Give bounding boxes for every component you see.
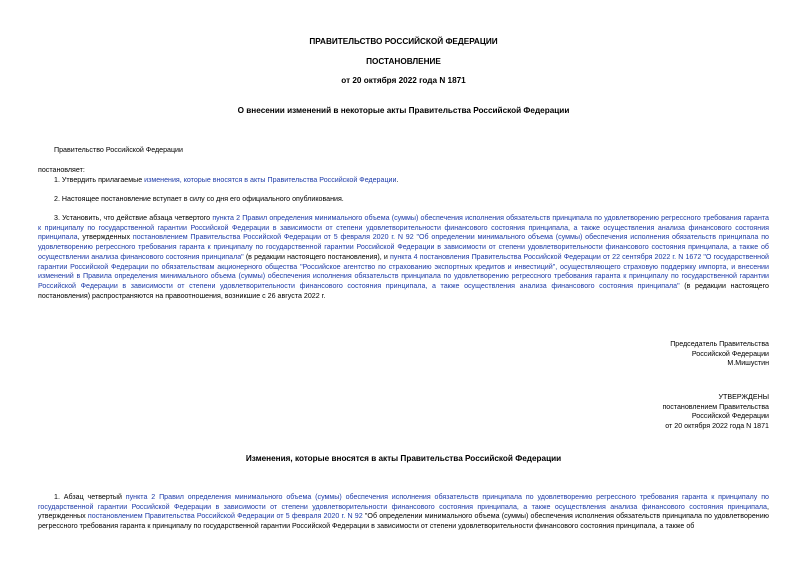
item-1: [38, 176, 769, 186]
annex-paragraph-1: [38, 493, 769, 532]
item-1-suffix: .: [396, 176, 399, 184]
approved-country: Российской Федерации: [691, 412, 769, 421]
header-doc-type: ПОСТАНОВЛЕНИЕ: [366, 57, 441, 66]
annex-p1-text-b: , утвержденных: [38, 502, 769, 521]
annex-rules-point-2-link[interactable]: пункта 2 Правил определения минимального объема (суммы) обеспечения исполнения обязательств принципала по удовлетворению регрессного требования гаранта к принципалу по государственной гарантии Российской Федерации в зависимости от степени удовлетворительности финансового состояния принципала, а также осуществления анализа финансового состояния принципала: [38, 493, 769, 511]
header-org: ПРАВИТЕЛЬСТВО РОССИЙСКОЙ ФЕДЕРАЦИИ: [309, 37, 498, 46]
annex-title: Изменения, которые вносятся в акты Правительства Российской Федерации: [245, 454, 562, 463]
item-3-text-d: (в редакции настоящего постановления) распространяются на правоотношения, возникшие с 26 августа 2022 г.: [38, 281, 769, 300]
annex-p1-text-a: 1. Абзац четвертый: [54, 493, 126, 501]
item-2: 2. Настоящее постановление вступает в силу со дня его официального опубликования.: [54, 195, 344, 203]
item-1-prefix: 1. Утвердить прилагаемые: [54, 176, 145, 184]
header-date-number: от 20 октября 2022 года N 1871: [341, 76, 466, 85]
approved-label: УТВЕРЖДЕНЫ: [718, 393, 769, 401]
approved-block: [662, 393, 769, 432]
signature-block: [670, 340, 769, 369]
item-3: [38, 214, 769, 301]
decides-text: постановляет:: [38, 166, 85, 174]
changes-link[interactable]: изменения, которые вносятся в акты Правительства Российской Федерации: [144, 176, 397, 184]
annex-p1-text-c: "Об определении минимального объема (суммы) обеспечения исполнения обязательств принципала по удовлетворению регрессного требования гаранта к принципалу по государственной гарантии Российской Федерации в зависимости от степени удовлетворительности финансового состояния принципала, а также об: [38, 512, 770, 531]
signature-country: Российской Федерации: [691, 349, 769, 358]
signature-position: Председатель Правительства: [670, 340, 769, 348]
signature-name: М.Мишустин: [727, 359, 769, 368]
rules-point-2-link[interactable]: пункта 2 Правил определения минимального объема (суммы) обеспечения исполнения обязательств принципала по удовлетворению регрессного требования гаранта к принципалу по государственной гарантии Российской Федерации в зависимости от степени удовлетворительности финансового состояния принципала, а также осуществления анализа финансового состояния принципала: [38, 214, 769, 242]
annex-resolution-92-link[interactable]: постановлением Правительства Российской Федерации от 5 февраля 2020 г. N 92: [87, 512, 363, 521]
document-title: О внесении изменений в некоторые акты Правительства Российской Федерации: [237, 106, 570, 115]
item-3-text-c: (в редакции настоящего постановления), и: [243, 252, 390, 261]
resolution-92-link[interactable]: постановлением Правительства Российской Федерации от 5 февраля 2020 г. N 92 "Об определении минимального объема (суммы) обеспечения исполнения обязательств принципала по удовлетворению регрессного требования гаранта к принципалу по государственной гарантии Российской Федерации в зависимости от степени удовлетворительности финансового состояния принципала, а также об осуществлении анализа финансового состояния принципала": [38, 233, 769, 261]
approved-date: от 20 октября 2022 года N 1871: [665, 422, 769, 431]
intro-text: Правительство Российской Федерации: [54, 146, 183, 154]
resolution-1672-link[interactable]: пункта 4 постановления Правительства Российской Федерации от 22 сентября 2022 г. N 1672 "О государственной гарантии Российской Федерации по обязательствам акционерного общества "Российское агентство по страхованию экспортных кредитов и инвестиций", осуществляющего страховую поддержку импорта, и внесении изменений в Правила определения минимального объема (суммы) обеспечения исполнения обязательств принципала по удовлетворению регрессного требования гаранта к принципалу по государственной гарантии Российской Федерации в зависимости от степени удовлетворительности финансового состояния принципала, а также осуществления анализа финансового состояния принципала": [38, 252, 769, 290]
item-3-text-a: 3. Установить, что действие абзаца четвертого: [54, 214, 213, 222]
approved-by: постановлением Правительства: [662, 402, 769, 411]
item-3-text-b: , утвержденных: [77, 233, 133, 242]
